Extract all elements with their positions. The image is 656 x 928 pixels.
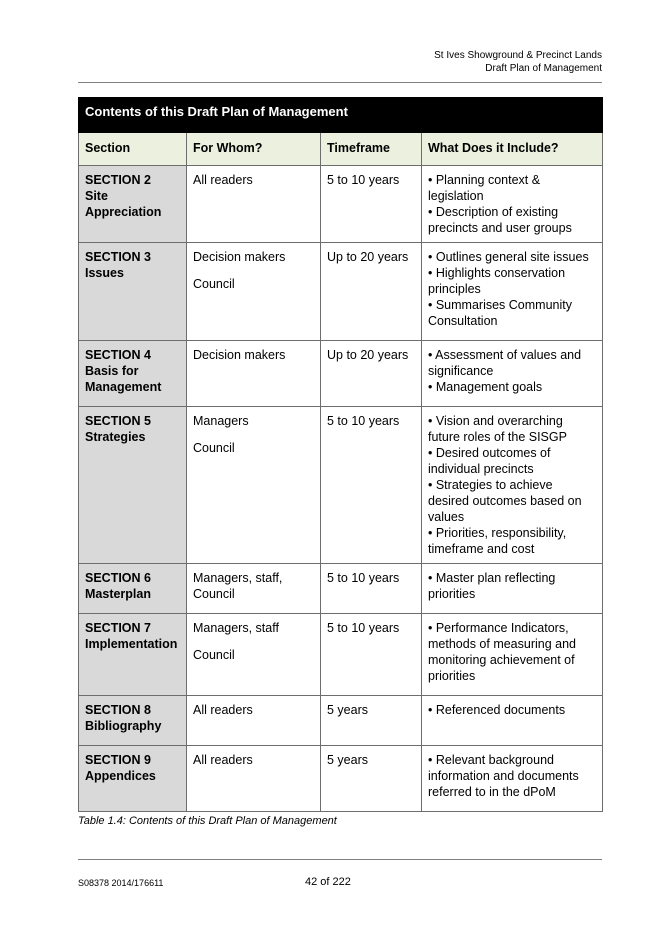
audience-item: Council xyxy=(193,277,235,291)
table-row xyxy=(79,341,603,407)
audience-item: Decision makers xyxy=(193,348,286,362)
includes-cell xyxy=(422,407,603,564)
running-header xyxy=(434,49,602,75)
audience-cell xyxy=(187,341,321,407)
includes-cell xyxy=(422,341,603,407)
header-line-2: Draft Plan of Management xyxy=(485,63,602,74)
audience-item: Managers, staff xyxy=(193,621,279,635)
section-label: Implementation xyxy=(85,637,178,651)
section-label: Masterplan xyxy=(85,587,151,601)
audience-item: All readers xyxy=(193,753,253,767)
includes-item: • Relevant background information and documents referred to in the dPoM xyxy=(428,753,579,799)
section-label: SECTION 6 xyxy=(85,571,151,585)
column-header-for-whom: For Whom? xyxy=(187,133,321,166)
table-title: Contents of this Draft Plan of Management xyxy=(79,98,603,133)
section-label: Issues xyxy=(85,266,124,280)
section-label: SECTION 8 xyxy=(85,703,151,717)
footer-reference: S08378 2014/176611 xyxy=(78,878,164,888)
audience-cell xyxy=(187,746,321,812)
includes-item: • Description of existing precincts and user groups xyxy=(428,205,572,235)
includes-item: • Vision and overarching future roles of the SISGP xyxy=(428,414,567,444)
section-label: Bibliography xyxy=(85,719,162,733)
table-row xyxy=(79,166,603,243)
header-line-1: St Ives Showground & Precinct Lands xyxy=(434,50,602,61)
audience-item: Decision makers xyxy=(193,250,286,264)
includes-cell xyxy=(422,746,603,812)
section-cell xyxy=(79,746,187,812)
table-row xyxy=(79,564,603,614)
table-row xyxy=(79,407,603,564)
table-caption: Table 1.4: Contents of this Draft Plan of Management xyxy=(78,815,337,827)
section-label: SECTION 9 xyxy=(85,753,151,767)
page-number: 42 of 222 xyxy=(305,876,351,888)
includes-item: • Master plan reflecting priorities xyxy=(428,571,556,601)
audience-cell xyxy=(187,243,321,341)
audience-item: Managers xyxy=(193,414,249,428)
section-label: Site xyxy=(85,189,108,203)
section-label: SECTION 7 xyxy=(85,621,151,635)
table-header-row xyxy=(79,133,603,166)
section-label: SECTION 3 xyxy=(85,250,151,264)
audience-item: All readers xyxy=(193,173,253,187)
column-header-section: Section xyxy=(79,133,187,166)
audience-cell xyxy=(187,614,321,696)
table-row xyxy=(79,746,603,812)
audience-cell xyxy=(187,696,321,746)
timeframe-cell: 5 years xyxy=(321,746,422,812)
column-header-includes: What Does it Include? xyxy=(422,133,603,166)
audience-item: Council xyxy=(193,648,235,662)
audience-cell xyxy=(187,564,321,614)
includes-item: • Desired outcomes of individual precincts xyxy=(428,446,551,476)
section-cell xyxy=(79,341,187,407)
audience-item: Managers, staff, Council xyxy=(193,571,283,601)
column-header-timeframe: Timeframe xyxy=(321,133,422,166)
section-cell xyxy=(79,407,187,564)
header-rule xyxy=(78,82,602,83)
contents-table xyxy=(78,97,603,812)
timeframe-cell: Up to 20 years xyxy=(321,243,422,341)
section-cell xyxy=(79,166,187,243)
section-cell xyxy=(79,243,187,341)
includes-item: • Management goals xyxy=(428,380,543,394)
section-cell xyxy=(79,614,187,696)
includes-item: • Assessment of values and significance xyxy=(428,348,582,378)
includes-item: • Performance Indicators, methods of measuring and monitoring achievement of priorities xyxy=(428,621,577,683)
timeframe-cell: 5 to 10 years xyxy=(321,614,422,696)
includes-cell xyxy=(422,564,603,614)
includes-item: • Outlines general site issues xyxy=(428,250,589,264)
timeframe-cell: Up to 20 years xyxy=(321,341,422,407)
section-cell xyxy=(79,564,187,614)
includes-item: • Summarises Community Consultation xyxy=(428,298,572,328)
section-label: Basis for xyxy=(85,364,139,378)
audience-cell xyxy=(187,166,321,243)
section-label: Strategies xyxy=(85,430,146,444)
table-row xyxy=(79,243,603,341)
section-label: SECTION 2 xyxy=(85,173,151,187)
section-label: Management xyxy=(85,380,162,394)
includes-item: • Planning context & legislation xyxy=(428,173,541,203)
table-row xyxy=(79,696,603,746)
includes-item: • Priorities, responsibility, timeframe and cost xyxy=(428,526,567,556)
includes-item: • Highlights conservation principles xyxy=(428,266,566,296)
timeframe-cell: 5 years xyxy=(321,696,422,746)
audience-item: Council xyxy=(193,441,235,455)
timeframe-cell: 5 to 10 years xyxy=(321,564,422,614)
includes-cell xyxy=(422,614,603,696)
footer-rule xyxy=(78,859,602,860)
timeframe-cell: 5 to 10 years xyxy=(321,407,422,564)
includes-cell xyxy=(422,243,603,341)
table-title-row xyxy=(79,98,603,133)
section-cell xyxy=(79,696,187,746)
timeframe-cell: 5 to 10 years xyxy=(321,166,422,243)
includes-cell xyxy=(422,166,603,243)
includes-cell xyxy=(422,696,603,746)
includes-item: • Strategies to achieve desired outcomes based on values xyxy=(428,478,582,524)
includes-item: • Referenced documents xyxy=(428,703,566,717)
section-label: SECTION 5 xyxy=(85,414,151,428)
table-row xyxy=(79,614,603,696)
audience-item: All readers xyxy=(193,703,253,717)
audience-cell xyxy=(187,407,321,564)
section-label: Appreciation xyxy=(85,205,162,219)
section-label: SECTION 4 xyxy=(85,348,151,362)
section-label: Appendices xyxy=(85,769,156,783)
